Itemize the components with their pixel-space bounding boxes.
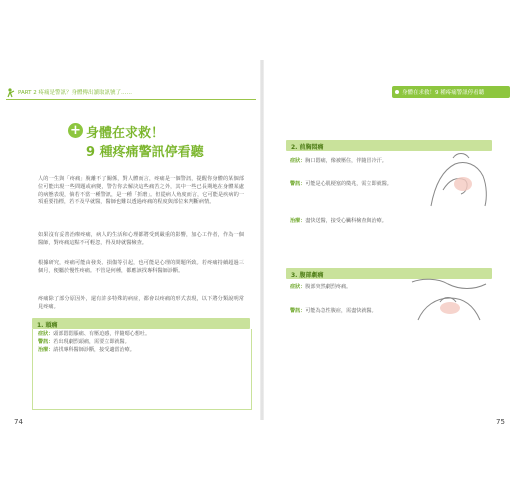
chapter-title-line2: 9 種疼痛警訊停看聽 — [86, 145, 204, 160]
intro-paragraph-1: 人的一生與「疼痛」脫離不了關係，對人體而言，疼痛是一個警訊，提醒你身體的某個部位可能出現一些問題或病變，警告你去解決這些痛苦之外，其中一些已長期地在身體某處的病態表現，倘若不當一種警訊，是一種「折磨」。但從病人角度而言，它可能是疾病的一項重要指標，若不及早就醫，醫師也難以透過疼痛的程度與部位來判斷病情。 — [38, 176, 244, 206]
row-label: 症狀： — [38, 331, 54, 337]
row-text: 若出現劇烈頭痛，需要立即就醫。 — [53, 339, 130, 345]
row-label: 治療： — [290, 218, 306, 224]
intro-paragraph-2: 如果沒有妥善治療疼痛，病人的生活和心理都將受到嚴重的影響，加心工作者，作為一個醫師，對疼痛這點不可輕忽，得及時就醫檢查。 — [38, 232, 244, 246]
chest-warning-row — [290, 181, 428, 188]
row-text: 頭部悶悶脹痛、有壓迫感，伴隨噁心想吐。 — [53, 331, 151, 337]
row-label: 治療： — [38, 347, 54, 353]
section-chest-label: 2. 前胸悶痛 — [291, 144, 324, 151]
right-running-header — [392, 86, 510, 98]
abdomen-symptom-row — [290, 284, 406, 291]
row-text: 可能為急性腹症，需盡快就醫。 — [305, 308, 377, 314]
intro-paragraph-3: 根據研究，疼痛可能由發炎、損傷等引起，也可能是心理的問題所致。若疼痛持續超過三個月，便屬於慢性疼痛。不管是何種，都應該找專科醫師診斷。 — [38, 260, 244, 274]
row-label: 警訊： — [290, 181, 306, 187]
right-header-text: 身體在求救！9 種疼痛警訊停看聽 — [402, 90, 485, 96]
header-dot-icon — [395, 90, 399, 94]
chapter-title-line1: 身體在求救！ — [86, 126, 165, 141]
section-abdomen-label: 3. 腹部劇痛 — [291, 272, 324, 279]
book-gutter — [260, 60, 264, 420]
headache-symptom-row — [38, 331, 246, 338]
left-running-header — [6, 88, 256, 102]
chest-treatment-row — [290, 218, 474, 225]
plus-cross-icon: + — [68, 123, 83, 138]
row-text: 胸口悶痛，像被壓住，伴隨冒冷汗。 — [305, 158, 387, 164]
runner-figure-icon — [6, 88, 18, 98]
left-page-number: 74 — [14, 418, 23, 426]
row-text: 腹部突然劇烈疼痛。 — [305, 284, 352, 290]
chest-pain-illustration — [425, 150, 491, 208]
section-headache-label: 1. 頭痛 — [37, 322, 58, 329]
row-label: 警訊： — [290, 308, 306, 314]
row-text: 請找專科醫師診斷，接受適當治療。 — [53, 347, 135, 353]
section-headache-title — [32, 318, 250, 329]
row-text: 盡快送醫，接受心臟科檢查與治療。 — [305, 218, 387, 224]
row-text: 可能是心肌梗塞的徵兆，需立即就醫。 — [305, 181, 392, 187]
left-header-text: PART 2 疼痛是警訊？身體傳出讀取訊號了…… — [18, 90, 133, 96]
left-header-rule — [6, 99, 256, 100]
right-page-number: 75 — [496, 418, 505, 426]
headache-treatment-row — [38, 347, 246, 354]
headache-warning-row — [38, 339, 246, 346]
right-page — [262, 60, 520, 420]
intro-paragraph-4: 疼痛除了部分原因外，還有許多特殊的病症，都會以疼痛的形式表現，以下將分類說明常見疼痛。 — [38, 296, 244, 310]
row-label: 警訊： — [38, 339, 54, 345]
abdomen-pain-illustration — [408, 276, 490, 322]
row-label: 症狀： — [290, 158, 306, 164]
row-label: 症狀： — [290, 284, 306, 290]
chest-symptom-row — [290, 158, 418, 165]
